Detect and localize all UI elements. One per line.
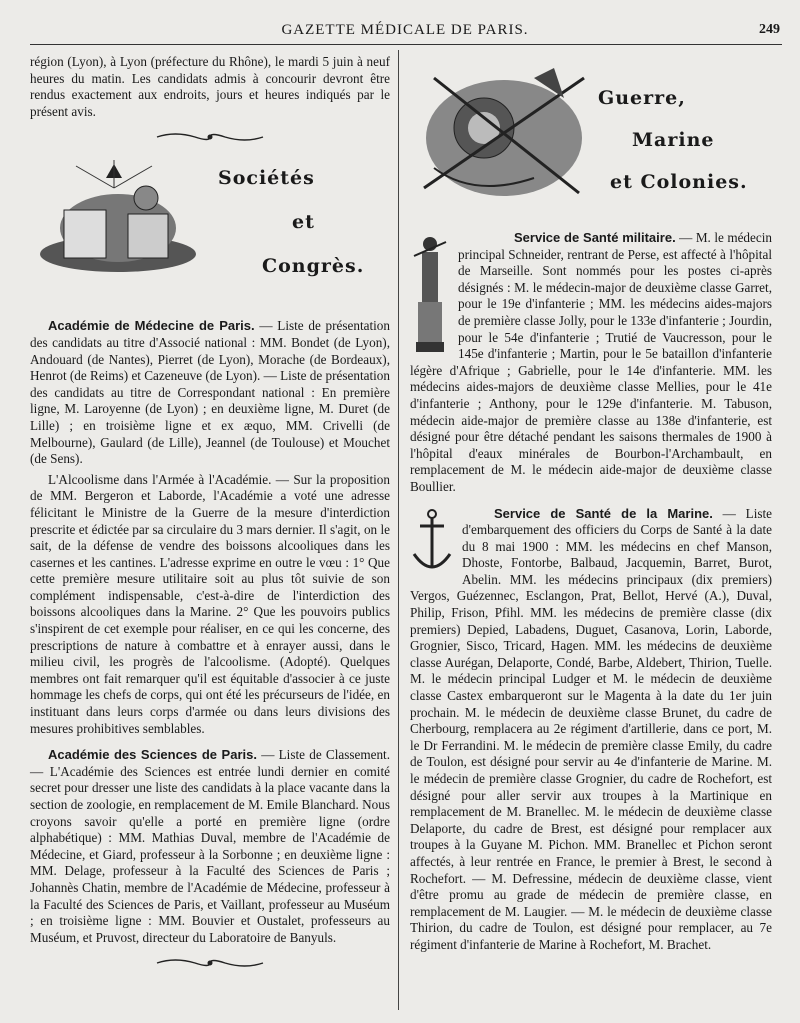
- section-body: — Liste de présentation des candidats au titre d'Associé national : MM. Bondet (de Lyon), Andouard (de Nantes), Pierret (de Lyon), Morache (de Bordeaux), Henrot (de Reims) et Cazeneuve (de Lyon). — Liste de présentation des candidats au titre de Correspondant national : En première ligne, M. Laroyenne (de Lyon) ; en deuxième ligne, M. Duret (de Lille) ; en troisième ligne et ex æquo, MM. Crivelli (de Melbourne), Gaulard (de Lille), Jeannel (de Toulouse) et Mouchet (de Sens).: [30, 318, 390, 467]
- section-heading: Académie des Sciences de Paris.: [48, 747, 257, 763]
- section-alcoolisme: [30, 472, 390, 738]
- section-sante-marine: [410, 506, 772, 954]
- section-body: — Liste d'embarquement des officiers du Corps de Santé à la date du 8 mai 1900 : MM. les médecins en chef Manson, Dhoste, Fontorbe, Balbaud, Jacquemin, Barret, Burot, Abelin. MM. les médecins principaux (dix premiers) Vergos, Guézennec, Esclangon, Prat, Bellot, Hervé (A.), Duval, Philip, Frison, Pfihl. MM. les médecins de première classe (dix premiers) Depied, Labadens, Duguet, Casanova, Lorin, Laborde, Grognier, Sisco, Tricard, Hagen. MM. les médecins de deuxième classe Aurégan, Delaporte, Condé, Barbe, Aldebert, Thirion, Tuelle. M. le médecin principal Ludger et M. le médecin de deuxième classe Castex embarqueront sur le Magenta à la date du 1er juin prochain. M. le médecin de deuxième classe Brunet, du cadre de Cherbourg, remplacera au 2e régiment d'artillerie, dans ce port, M. le Dr Ferrandini. M. le médecin de première classe Emily, du cadre de Toulon, est désigné pour servir au 4e d'infanterie de Marine. M. le médecin de première classe Grognier, du cadre de Rochefort, est désigné pour aller servir aux troupes à la Martinique en remplacement de M. Branellec. M. le médecin de deuxième classe Delaporte, du cadre de Brest, est désigné pour remplacer aux troupes à la Guyane M. Pichon. MM. Branellec et Pichon seront affectés, à leur rentrée en France, le premier à Brest, le second à Rochefort. — M. Defressine, médecin de deuxième classe, vient d'être promu au grade de médecin de première classe, en remplacement de M. Laugier. — M. le médecin de deuxième classe Thirion, du cadre de Toulon, est désigné pour remplacer, au 7e régiment d'infanterie de Marine à Rochefort, M. Brachet.: [410, 505, 773, 952]
- section-heading: Service de Santé de la Marine.: [494, 505, 713, 521]
- banner-word-congres: Congrès.: [262, 255, 365, 278]
- intro-paragraph: région (Lyon), à Lyon (préfecture du Rhône), le mardi 5 juin à neuf heures du matin. Les candidats admis à concourir devront être rendus exactement aux endroits, jours et heures indiqués par le présent avis.: [30, 54, 390, 119]
- column-divider: [398, 50, 399, 1010]
- banner-word-colonies: et Colonies.: [610, 171, 748, 193]
- section-heading: Service de Santé militaire.: [514, 230, 676, 245]
- ornament-divider-icon: [30, 956, 390, 970]
- right-column: [410, 54, 772, 954]
- header-rule: [30, 44, 782, 45]
- guerre-banner: [410, 54, 772, 224]
- section-body: — M. le médecin principal Schneider, rentrant de Perse, est affecté à l'hôpital de Marseille. Sont nommés pour les postes ci-après désignés : M. le médecin-major de deuxième classe Garret, pour le 19e d'infanterie ; MM. les médecins aides-majors de première classe Jolly, pour le 133e d'infanterie ; Jourdin, pour le 54e d'infanterie ; Trutié de Vaucresson, pour le 145e d'infanterie ; Martin, pour le 5e bataillon d'infanterie légère d'Afrique ; Gabrielle, pour le 14e d'infanterie. MM. les médecins aides-majors de deuxième classe Mellies, pour le 41e d'infanterie ; Anthony, pour le 129e d'infanterie. M. Tabuson, médecin aide-major de première classe au 138e d'infanterie, est désigné pour être détaché pendant les saisons thermales de 1900 à l'hôpital d'eaux minérales de Bourbon-l'Archambault, en remplacement de M. le médecin aide-major de deuxième classe Boullier.: [410, 230, 772, 494]
- societes-banner: [30, 154, 390, 304]
- journal-title: GAZETTE MÉDICALE DE PARIS.: [281, 22, 529, 38]
- books-engraving-icon: [36, 158, 201, 278]
- section-body: L'Alcoolisme dans l'Armée à l'Académie. — Sur la proposition de MM. Bergeron et Laborde, l'Académie a voté une adresse félicitant le Ministre de la Guerre de la mesure d'interdiction prescrite et édictée par sa circulaire du 3 mars dernier. Il s'agit, on le sait, de la défense de vendre des boissons alcooliques dans les casernes et les cantines. L'adresse exprime en outre le vœu : 1° Que cette première mesure utilitaire soit au plus tôt suivie de son complément indispensable, c'est-à-dire de l'interdiction des boissons alcooliques dans la Marine. 2° Que les pouvoirs publics s'inspirent de cet exemple pour réaliser, en ce qui les concerne, des prescriptions de nature à combattre et à enrayer aussi, dans le milieu civil, les progrès de l'alcoolisme. (Adopté). Quelques membres ont fait remarquer qu'il est équitable d'associer à ce juste hommage les chefs de corps, qui ont été les précurseurs de l'idée, en instituant dans leurs corps d'armée ou dans leurs divisions des mesures prohibitives semblables.: [30, 471, 390, 736]
- section-sante-militaire: [410, 230, 772, 496]
- anchor-icon: [410, 508, 454, 578]
- section-academie-medecine: [30, 318, 390, 467]
- military-trophy-engraving-icon: [414, 58, 594, 208]
- soldier-figure-icon: [410, 232, 450, 357]
- page-number: 249: [759, 22, 780, 37]
- banner-word-marine: Marine: [632, 129, 715, 151]
- ornament-divider-icon: [30, 130, 390, 144]
- section-body: — Liste de Classement. — L'Académie des Sciences est entrée lundi dernier en comité secret pour dresser une liste des candidats à la place vacante dans la section de zoologie, en remplacement de M. Emile Blanchard. Nous croyons savoir qu'elle a porté en première ligne (ordre alphabétique) : MM. Mathias Duval, membre de l'Académie de Médecine, et Giard, professeur à la Sorbonne ; en deuxième ligne : MM. Delage, professeur à la Faculté des Sciences de Paris ; Johannès Chatin, membre de l'Académie de Médecine, professeur à la Faculté des Sciences de Paris, et Vaillant, professeur au Muséum ; en troisième ligne : MM. Bouvier et Oustalet, professeurs au Muséum, et Pruvost, directeur du Laboratoire de Banyuls.: [30, 747, 390, 945]
- banner-word-societes: Sociétés: [218, 167, 315, 190]
- banner-word-guerre: Guerre,: [598, 87, 686, 109]
- section-academie-sciences: [30, 747, 390, 946]
- section-heading: Académie de Médecine de Paris.: [48, 318, 255, 334]
- page-header: [30, 20, 780, 44]
- banner-word-et: et: [292, 211, 315, 234]
- left-column: [30, 54, 390, 980]
